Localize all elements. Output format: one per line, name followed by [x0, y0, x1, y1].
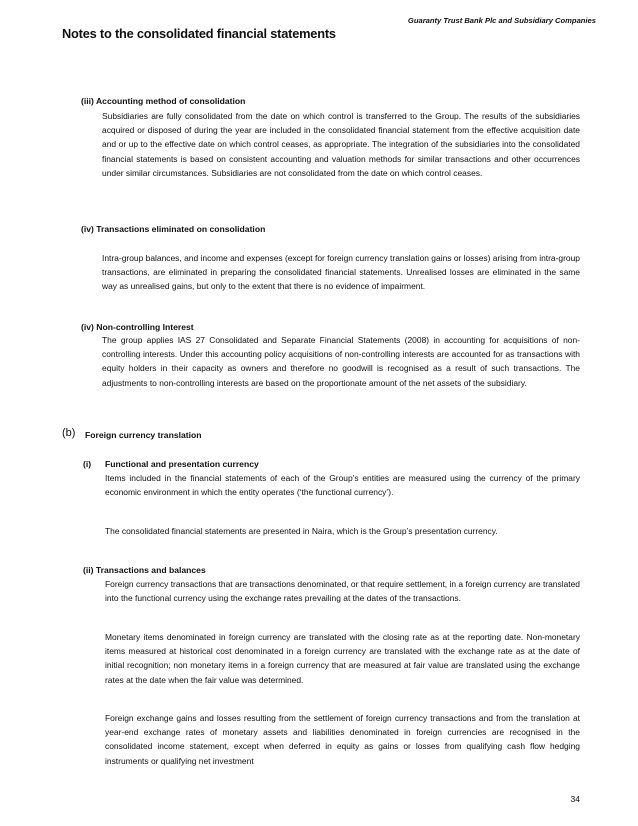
section-b-label: (b) — [62, 427, 76, 439]
section-iv-elimination-paragraph: Intra-group balances, and income and expenses (except for foreign currency translation gains or losses) arising from intra-group transactions, are eliminated in preparing the consolidated financial statements. Unrealised losses are eliminated in the same way as unrealised gains, but only to the extent that there is no evidence of impairment. — [102, 253, 580, 292]
section-iii-heading: (iii) Accounting method of consolidation — [81, 96, 246, 106]
section-b-heading: Foreign currency translation — [85, 430, 202, 440]
page-title: Notes to the consolidated financial statements — [62, 26, 336, 41]
section-iv-nci-paragraph: The group applies IAS 27 Consolidated and Separate Financial Statements (2008) in accounting for acquisitions of non-controlling interests. Under this accounting policy acquisitions of non-controlling interests are accounted for as transactions with equity holders in their capacity as owners and therefore no goodwill is recognised as a result of such transactions. The adjustments to non-controlling interests are based on the proportionate amount of the net assets of the subsidiary. — [102, 335, 580, 388]
section-iv-nci-heading: (iv) Non-controlling Interest — [81, 322, 194, 332]
section-b-ii-paragraph-1: Foreign currency transactions that are transactions denominated, or that require settlement, in a foreign currency are translated into the functional currency using the exchange rates prevailing at the dates of the transactions. — [105, 579, 580, 604]
section-b-i-heading: Functional and presentation currency — [105, 459, 259, 469]
section-iv-elimination-heading: (iv) Transactions eliminated on consolidation — [81, 224, 266, 234]
section-iii-paragraph: Subsidiaries are fully consolidated from the date on which control is transferred to the Group. The results of the subsidiaries acquired or disposed of during the year are included in the consolidated financial statement from the effective acquisition date and or up to the effective date on which control ceases, as appropriate. The integration of the subsidiaries into the consolidated financial statements is based on consistent accounting and valuation methods for similar transactions and other occurrences under similar circumstances. Subsidiaries are not consolidated from the date on which control ceases. — [102, 111, 580, 178]
section-b-ii-paragraph-2: Monetary items denominated in foreign currency are translated with the closing rate as at the reporting date. Non-monetary items measured at historical cost denominated in a foreign currency are translated with the exchange rate as at the date of initial recognition; non monetary items in a foreign currency that are measured at fair value are translated using the exchange rates at the date when the fair value was determined. — [105, 632, 580, 685]
section-b-i-paragraph-2: The consolidated financial statements are presented in Naira, which is the Group’s presentation currency. — [105, 526, 498, 536]
page-number: 34 — [570, 794, 580, 804]
section-b-ii-heading: (ii) Transactions and balances — [83, 565, 206, 575]
company-name: Guaranty Trust Bank Plc and Subsidiary Companies — [407, 16, 596, 25]
section-b-i-paragraph-1: Items included in the financial statements of each of the Group’s entities are measured using the currency of the primary economic environment in which the entity operates (‘the functional currency’). — [105, 473, 580, 498]
section-b-i-number: (i) — [83, 459, 92, 469]
section-b-ii-paragraph-3: Foreign exchange gains and losses resulting from the settlement of foreign currency transactions and from the translation at year-end exchange rates of monetary assets and liabilities denominated in foreign currencies are recognised in the consolidated income statement, except when deferred in equity as gains or losses from qualifying cash flow hedging instruments or qualifying net investment — [105, 713, 580, 766]
